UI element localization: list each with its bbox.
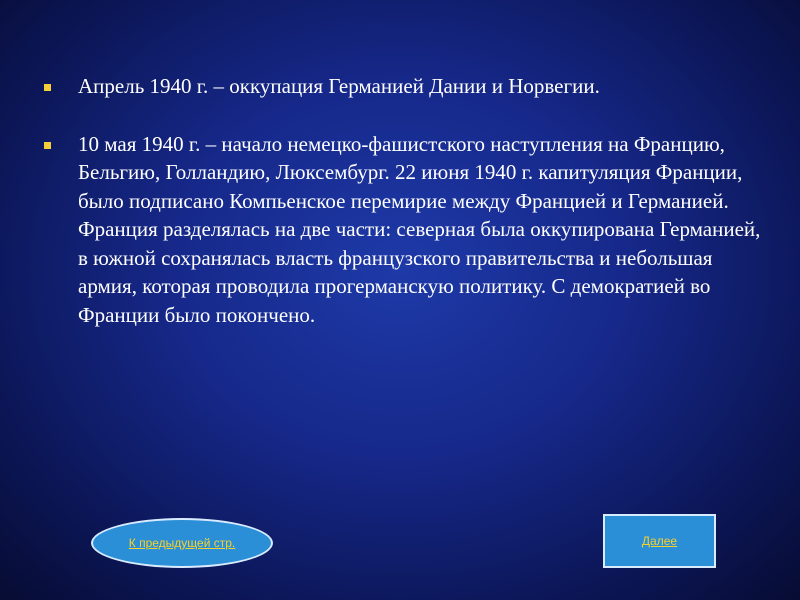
bullet-list — [44, 72, 764, 329]
previous-page-label[interactable]: К предыдущей стр. — [128, 536, 236, 550]
previous-page-button[interactable] — [91, 518, 273, 568]
bullet-item-2 — [44, 130, 764, 330]
next-page-label[interactable]: Далее — [641, 534, 678, 548]
bullet-text-2: 10 мая 1940 г. – начало немецко-фашистского наступления на Францию, Бельгию, Голландию, Люксембург. 22 июня 1940 г. капитуляция Франции, было подписано Компьенское перемирие между Францией и Германией. Франция разделялась на две части: северная была оккупирована Германией, в южной сохранялась власть французского правительства и небольшая армия, которая проводила прогерманскую политику. С демократией во Франции было покончено. — [78, 131, 761, 327]
next-page-button[interactable] — [603, 514, 716, 568]
bullet-item-1 — [44, 72, 764, 101]
square-bullet-icon — [44, 142, 51, 149]
square-bullet-icon — [44, 84, 51, 91]
bullet-text-1: Апрель 1940 г. – оккупация Германией Дании и Норвегии. — [78, 74, 600, 98]
